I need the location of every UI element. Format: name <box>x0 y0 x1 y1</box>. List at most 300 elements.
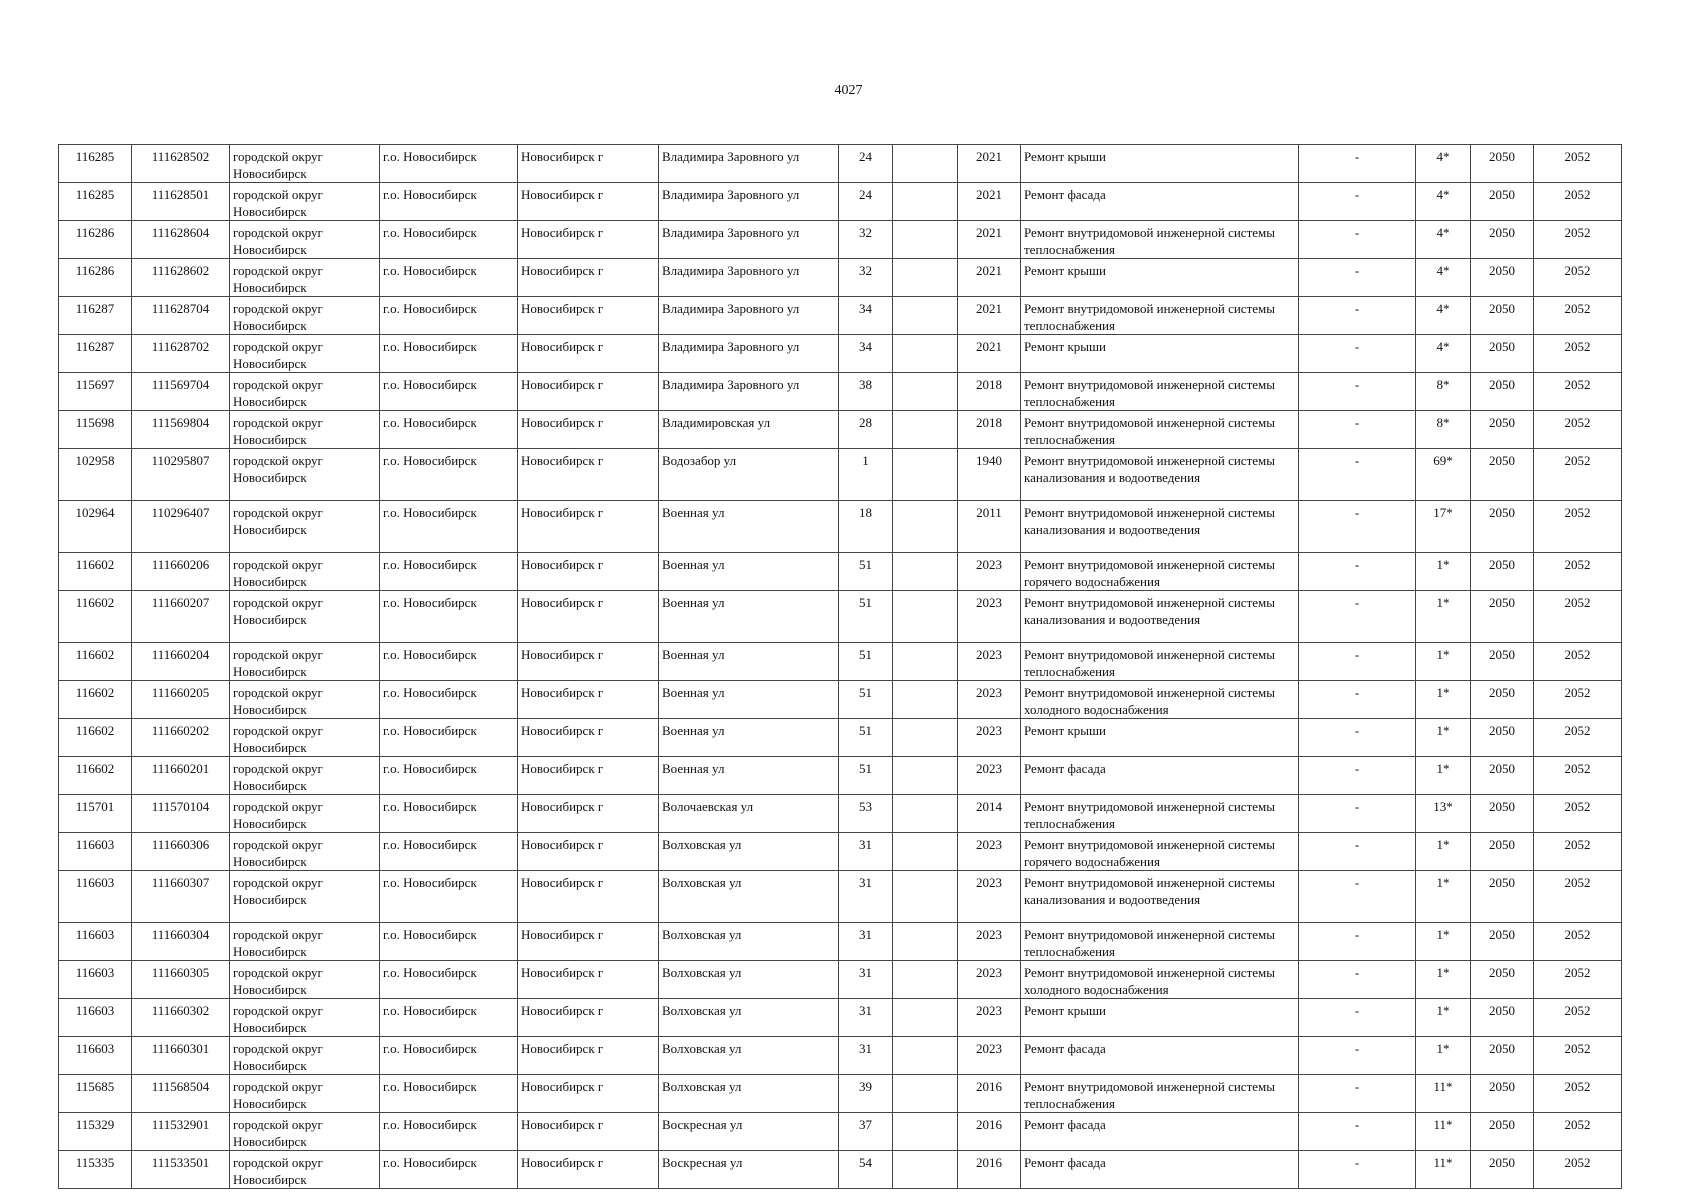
cell-municipality: городской округ Новосибирск <box>230 259 380 297</box>
cell-plan-end: 2052 <box>1534 1037 1622 1075</box>
cell-house-number: 24 <box>839 183 893 221</box>
table-row <box>59 449 1622 501</box>
cell-street: Волховская ул <box>659 871 839 923</box>
cell-apartments: 11* <box>1416 1151 1471 1189</box>
table-row <box>59 1113 1622 1151</box>
cell-street: Военная ул <box>659 553 839 591</box>
cell-plan-end: 2052 <box>1534 833 1622 871</box>
cell-apartments: 4* <box>1416 183 1471 221</box>
cell-apartments: 1* <box>1416 961 1471 999</box>
cell-settlement: Новосибирск г <box>518 999 659 1037</box>
cell-house-number: 51 <box>839 681 893 719</box>
cell-extra: - <box>1299 757 1416 795</box>
cell-plan-start: 2050 <box>1471 553 1534 591</box>
cell-building <box>893 1037 958 1075</box>
cell-plan-end: 2052 <box>1534 221 1622 259</box>
cell-plan-start: 2050 <box>1471 335 1534 373</box>
cell-apartments: 4* <box>1416 335 1471 373</box>
cell-building <box>893 1075 958 1113</box>
cell-street: Волховская ул <box>659 923 839 961</box>
cell-plan-end: 2052 <box>1534 449 1622 501</box>
cell-municipality: городской округ Новосибирск <box>230 297 380 335</box>
cell-house-number: 1 <box>839 449 893 501</box>
cell-building <box>893 591 958 643</box>
cell-plan-start: 2050 <box>1471 643 1534 681</box>
cell-plan-end: 2052 <box>1534 411 1622 449</box>
cell-plan-start: 2050 <box>1471 221 1534 259</box>
cell-plan-start: 2050 <box>1471 591 1534 643</box>
cell-extra: - <box>1299 681 1416 719</box>
cell-year-built: 2021 <box>958 297 1021 335</box>
cell-street: Владимировская ул <box>659 411 839 449</box>
cell-apartments: 8* <box>1416 373 1471 411</box>
cell-work-type: Ремонт крыши <box>1021 259 1299 297</box>
cell-building <box>893 183 958 221</box>
cell-house-number: 51 <box>839 719 893 757</box>
table-body <box>59 145 1622 1189</box>
cell-house-number: 54 <box>839 1151 893 1189</box>
cell-district: г.о. Новосибирск <box>380 999 518 1037</box>
cell-municipality: городской округ Новосибирск <box>230 1075 380 1113</box>
cell-work-id: 111660301 <box>132 1037 230 1075</box>
cell-year-built: 2023 <box>958 871 1021 923</box>
cell-plan-end: 2052 <box>1534 681 1622 719</box>
cell-plan-start: 2050 <box>1471 411 1534 449</box>
cell-plan-start: 2050 <box>1471 681 1534 719</box>
cell-plan-start: 2050 <box>1471 795 1534 833</box>
cell-work-id: 111628602 <box>132 259 230 297</box>
cell-work-type: Ремонт внутридомовой инженерной системы теплоснабжения <box>1021 411 1299 449</box>
cell-year-built: 2021 <box>958 145 1021 183</box>
cell-apartments: 1* <box>1416 871 1471 923</box>
cell-work-type: Ремонт фасада <box>1021 757 1299 795</box>
cell-street: Волочаевская ул <box>659 795 839 833</box>
cell-district: г.о. Новосибирск <box>380 501 518 553</box>
cell-plan-end: 2052 <box>1534 719 1622 757</box>
cell-year-built: 2014 <box>958 795 1021 833</box>
cell-building <box>893 145 958 183</box>
cell-object-id: 102958 <box>59 449 132 501</box>
cell-settlement: Новосибирск г <box>518 183 659 221</box>
cell-extra: - <box>1299 591 1416 643</box>
cell-building <box>893 501 958 553</box>
cell-year-built: 2023 <box>958 1037 1021 1075</box>
cell-plan-start: 2050 <box>1471 297 1534 335</box>
cell-plan-end: 2052 <box>1534 871 1622 923</box>
cell-work-id: 111628502 <box>132 145 230 183</box>
cell-district: г.о. Новосибирск <box>380 757 518 795</box>
cell-building <box>893 335 958 373</box>
cell-object-id: 116602 <box>59 757 132 795</box>
cell-building <box>893 553 958 591</box>
cell-work-type: Ремонт внутридомовой инженерной системы теплоснабжения <box>1021 1075 1299 1113</box>
cell-settlement: Новосибирск г <box>518 795 659 833</box>
cell-settlement: Новосибирск г <box>518 1037 659 1075</box>
cell-settlement: Новосибирск г <box>518 335 659 373</box>
cell-plan-end: 2052 <box>1534 1075 1622 1113</box>
cell-work-type: Ремонт крыши <box>1021 719 1299 757</box>
cell-plan-end: 2052 <box>1534 643 1622 681</box>
cell-extra: - <box>1299 1075 1416 1113</box>
cell-street: Волховская ул <box>659 1037 839 1075</box>
cell-street: Волховская ул <box>659 999 839 1037</box>
cell-work-id: 111660307 <box>132 871 230 923</box>
cell-street: Воскресная ул <box>659 1151 839 1189</box>
cell-municipality: городской округ Новосибирск <box>230 221 380 259</box>
cell-street: Владимира Заровного ул <box>659 335 839 373</box>
cell-street: Владимира Заровного ул <box>659 145 839 183</box>
cell-house-number: 18 <box>839 501 893 553</box>
cell-municipality: городской округ Новосибирск <box>230 501 380 553</box>
table-row <box>59 871 1622 923</box>
cell-work-type: Ремонт внутридомовой инженерной системы канализования и водоотведения <box>1021 449 1299 501</box>
cell-object-id: 116602 <box>59 643 132 681</box>
cell-street: Военная ул <box>659 501 839 553</box>
cell-street: Военная ул <box>659 757 839 795</box>
cell-plan-start: 2050 <box>1471 1151 1534 1189</box>
cell-building <box>893 411 958 449</box>
cell-extra: - <box>1299 145 1416 183</box>
cell-building <box>893 923 958 961</box>
cell-work-type: Ремонт фасада <box>1021 1113 1299 1151</box>
cell-object-id: 116285 <box>59 145 132 183</box>
cell-object-id: 116602 <box>59 591 132 643</box>
cell-extra: - <box>1299 297 1416 335</box>
cell-building <box>893 1113 958 1151</box>
cell-district: г.о. Новосибирск <box>380 221 518 259</box>
cell-plan-start: 2050 <box>1471 757 1534 795</box>
cell-work-type: Ремонт фасада <box>1021 1151 1299 1189</box>
cell-apartments: 4* <box>1416 145 1471 183</box>
cell-municipality: городской округ Новосибирск <box>230 1151 380 1189</box>
cell-work-id: 111533501 <box>132 1151 230 1189</box>
cell-settlement: Новосибирск г <box>518 833 659 871</box>
table-row <box>59 1151 1622 1189</box>
cell-plan-start: 2050 <box>1471 501 1534 553</box>
cell-settlement: Новосибирск г <box>518 871 659 923</box>
cell-extra: - <box>1299 501 1416 553</box>
cell-building <box>893 999 958 1037</box>
cell-house-number: 31 <box>839 871 893 923</box>
cell-work-id: 111568504 <box>132 1075 230 1113</box>
cell-district: г.о. Новосибирск <box>380 795 518 833</box>
cell-extra: - <box>1299 961 1416 999</box>
cell-plan-start: 2050 <box>1471 999 1534 1037</box>
cell-house-number: 24 <box>839 145 893 183</box>
cell-plan-start: 2050 <box>1471 833 1534 871</box>
cell-municipality: городской округ Новосибирск <box>230 1037 380 1075</box>
table-row <box>59 335 1622 373</box>
cell-work-type: Ремонт фасада <box>1021 183 1299 221</box>
cell-object-id: 116287 <box>59 297 132 335</box>
table-row <box>59 411 1622 449</box>
cell-plan-end: 2052 <box>1534 373 1622 411</box>
cell-street: Военная ул <box>659 681 839 719</box>
cell-object-id: 116603 <box>59 833 132 871</box>
cell-work-type: Ремонт внутридомовой инженерной системы холодного водоснабжения <box>1021 961 1299 999</box>
cell-work-id: 110295807 <box>132 449 230 501</box>
cell-street: Владимира Заровного ул <box>659 297 839 335</box>
table-row <box>59 591 1622 643</box>
cell-district: г.о. Новосибирск <box>380 719 518 757</box>
cell-district: г.о. Новосибирск <box>380 871 518 923</box>
cell-plan-end: 2052 <box>1534 1151 1622 1189</box>
cell-house-number: 32 <box>839 259 893 297</box>
cell-settlement: Новосибирск г <box>518 591 659 643</box>
cell-work-id: 110296407 <box>132 501 230 553</box>
cell-year-built: 2021 <box>958 259 1021 297</box>
cell-extra: - <box>1299 335 1416 373</box>
cell-house-number: 31 <box>839 833 893 871</box>
cell-plan-start: 2050 <box>1471 373 1534 411</box>
cell-work-type: Ремонт внутридомовой инженерной системы горячего водоснабжения <box>1021 553 1299 591</box>
cell-building <box>893 221 958 259</box>
cell-work-id: 111660206 <box>132 553 230 591</box>
cell-extra: - <box>1299 923 1416 961</box>
cell-municipality: городской округ Новосибирск <box>230 999 380 1037</box>
cell-house-number: 28 <box>839 411 893 449</box>
cell-municipality: городской округ Новосибирск <box>230 961 380 999</box>
cell-object-id: 116603 <box>59 999 132 1037</box>
cell-plan-start: 2050 <box>1471 923 1534 961</box>
cell-street: Волховская ул <box>659 833 839 871</box>
cell-work-type: Ремонт внутридомовой инженерной системы теплоснабжения <box>1021 643 1299 681</box>
cell-object-id: 116602 <box>59 681 132 719</box>
cell-municipality: городской округ Новосибирск <box>230 757 380 795</box>
cell-house-number: 53 <box>839 795 893 833</box>
cell-settlement: Новосибирск г <box>518 373 659 411</box>
cell-house-number: 31 <box>839 1037 893 1075</box>
cell-apartments: 1* <box>1416 833 1471 871</box>
cell-house-number: 31 <box>839 961 893 999</box>
cell-plan-end: 2052 <box>1534 297 1622 335</box>
cell-year-built: 2021 <box>958 183 1021 221</box>
cell-apartments: 13* <box>1416 795 1471 833</box>
cell-municipality: городской округ Новосибирск <box>230 553 380 591</box>
cell-apartments: 11* <box>1416 1113 1471 1151</box>
cell-work-type: Ремонт внутридомовой инженерной системы канализования и водоотведения <box>1021 501 1299 553</box>
cell-district: г.о. Новосибирск <box>380 259 518 297</box>
cell-municipality: городской округ Новосибирск <box>230 335 380 373</box>
cell-extra: - <box>1299 183 1416 221</box>
cell-street: Водозабор ул <box>659 449 839 501</box>
cell-building <box>893 757 958 795</box>
cell-plan-start: 2050 <box>1471 1075 1534 1113</box>
cell-street: Волховская ул <box>659 961 839 999</box>
cell-work-type: Ремонт фасада <box>1021 1037 1299 1075</box>
cell-plan-end: 2052 <box>1534 145 1622 183</box>
cell-apartments: 1* <box>1416 757 1471 795</box>
cell-object-id: 115335 <box>59 1151 132 1189</box>
cell-apartments: 4* <box>1416 297 1471 335</box>
cell-plan-start: 2050 <box>1471 961 1534 999</box>
cell-municipality: городской округ Новосибирск <box>230 719 380 757</box>
cell-object-id: 116286 <box>59 259 132 297</box>
cell-settlement: Новосибирск г <box>518 221 659 259</box>
cell-plan-end: 2052 <box>1534 259 1622 297</box>
cell-settlement: Новосибирск г <box>518 501 659 553</box>
cell-building <box>893 373 958 411</box>
table-row <box>59 757 1622 795</box>
cell-object-id: 102964 <box>59 501 132 553</box>
cell-settlement: Новосибирск г <box>518 411 659 449</box>
cell-district: г.о. Новосибирск <box>380 643 518 681</box>
cell-municipality: городской округ Новосибирск <box>230 923 380 961</box>
cell-extra: - <box>1299 553 1416 591</box>
cell-apartments: 1* <box>1416 719 1471 757</box>
cell-building <box>893 643 958 681</box>
cell-district: г.о. Новосибирск <box>380 449 518 501</box>
cell-work-id: 111570104 <box>132 795 230 833</box>
cell-extra: - <box>1299 1113 1416 1151</box>
cell-plan-start: 2050 <box>1471 1037 1534 1075</box>
cell-extra: - <box>1299 833 1416 871</box>
cell-street: Военная ул <box>659 643 839 681</box>
table-row <box>59 999 1622 1037</box>
cell-apartments: 1* <box>1416 591 1471 643</box>
cell-district: г.о. Новосибирск <box>380 1151 518 1189</box>
cell-work-type: Ремонт крыши <box>1021 999 1299 1037</box>
cell-work-type: Ремонт крыши <box>1021 145 1299 183</box>
cell-work-id: 111660302 <box>132 999 230 1037</box>
cell-plan-start: 2050 <box>1471 259 1534 297</box>
cell-building <box>893 795 958 833</box>
cell-work-id: 111628702 <box>132 335 230 373</box>
cell-year-built: 2018 <box>958 373 1021 411</box>
cell-object-id: 116602 <box>59 719 132 757</box>
cell-apartments: 4* <box>1416 221 1471 259</box>
cell-work-type: Ремонт внутридомовой инженерной системы теплоснабжения <box>1021 373 1299 411</box>
cell-plan-end: 2052 <box>1534 757 1622 795</box>
cell-object-id: 116603 <box>59 961 132 999</box>
cell-district: г.о. Новосибирск <box>380 553 518 591</box>
cell-work-id: 111660204 <box>132 643 230 681</box>
cell-year-built: 2021 <box>958 335 1021 373</box>
cell-building <box>893 961 958 999</box>
table-row <box>59 961 1622 999</box>
cell-year-built: 2023 <box>958 591 1021 643</box>
cell-district: г.о. Новосибирск <box>380 923 518 961</box>
cell-plan-start: 2050 <box>1471 1113 1534 1151</box>
cell-settlement: Новосибирск г <box>518 1151 659 1189</box>
cell-extra: - <box>1299 411 1416 449</box>
cell-work-id: 111628501 <box>132 183 230 221</box>
cell-extra: - <box>1299 259 1416 297</box>
cell-district: г.о. Новосибирск <box>380 183 518 221</box>
cell-year-built: 1940 <box>958 449 1021 501</box>
cell-work-type: Ремонт внутридомовой инженерной системы горячего водоснабжения <box>1021 833 1299 871</box>
cell-year-built: 2023 <box>958 961 1021 999</box>
cell-municipality: городской округ Новосибирск <box>230 145 380 183</box>
cell-year-built: 2023 <box>958 999 1021 1037</box>
cell-apartments: 11* <box>1416 1075 1471 1113</box>
cell-object-id: 116602 <box>59 553 132 591</box>
cell-municipality: городской округ Новосибирск <box>230 373 380 411</box>
cell-plan-end: 2052 <box>1534 335 1622 373</box>
cell-street: Владимира Заровного ул <box>659 183 839 221</box>
cell-object-id: 115697 <box>59 373 132 411</box>
cell-street: Военная ул <box>659 591 839 643</box>
cell-street: Владимира Заровного ул <box>659 259 839 297</box>
cell-object-id: 115329 <box>59 1113 132 1151</box>
cell-year-built: 2021 <box>958 221 1021 259</box>
table-row <box>59 643 1622 681</box>
cell-settlement: Новосибирск г <box>518 961 659 999</box>
cell-settlement: Новосибирск г <box>518 1075 659 1113</box>
cell-municipality: городской округ Новосибирск <box>230 1113 380 1151</box>
cell-house-number: 32 <box>839 221 893 259</box>
cell-apartments: 1* <box>1416 1037 1471 1075</box>
table-row <box>59 221 1622 259</box>
cell-plan-end: 2052 <box>1534 999 1622 1037</box>
cell-house-number: 34 <box>839 335 893 373</box>
cell-building <box>893 449 958 501</box>
table-row <box>59 373 1622 411</box>
cell-work-id: 111660304 <box>132 923 230 961</box>
cell-apartments: 1* <box>1416 681 1471 719</box>
cell-work-id: 111628704 <box>132 297 230 335</box>
cell-work-type: Ремонт внутридомовой инженерной системы канализования и водоотведения <box>1021 591 1299 643</box>
cell-district: г.о. Новосибирск <box>380 411 518 449</box>
cell-extra: - <box>1299 795 1416 833</box>
cell-work-id: 111660306 <box>132 833 230 871</box>
cell-work-type: Ремонт крыши <box>1021 335 1299 373</box>
cell-extra: - <box>1299 1151 1416 1189</box>
cell-apartments: 4* <box>1416 259 1471 297</box>
table-row <box>59 681 1622 719</box>
cell-building <box>893 1151 958 1189</box>
cell-work-id: 111660305 <box>132 961 230 999</box>
cell-district: г.о. Новосибирск <box>380 1113 518 1151</box>
cell-house-number: 39 <box>839 1075 893 1113</box>
cell-district: г.о. Новосибирск <box>380 1075 518 1113</box>
table-row <box>59 923 1622 961</box>
cell-year-built: 2018 <box>958 411 1021 449</box>
cell-work-type: Ремонт внутридомовой инженерной системы канализования и водоотведения <box>1021 871 1299 923</box>
cell-work-id: 111660201 <box>132 757 230 795</box>
cell-settlement: Новосибирск г <box>518 553 659 591</box>
cell-municipality: городской округ Новосибирск <box>230 449 380 501</box>
cell-work-id: 111660205 <box>132 681 230 719</box>
cell-object-id: 116603 <box>59 923 132 961</box>
cell-municipality: городской округ Новосибирск <box>230 795 380 833</box>
cell-plan-start: 2050 <box>1471 145 1534 183</box>
cell-extra: - <box>1299 643 1416 681</box>
cell-object-id: 116286 <box>59 221 132 259</box>
cell-municipality: городской округ Новосибирск <box>230 643 380 681</box>
cell-district: г.о. Новосибирск <box>380 335 518 373</box>
cell-building <box>893 259 958 297</box>
cell-municipality: городской округ Новосибирск <box>230 591 380 643</box>
table-row <box>59 795 1622 833</box>
cell-apartments: 1* <box>1416 923 1471 961</box>
cell-plan-end: 2052 <box>1534 501 1622 553</box>
cell-house-number: 31 <box>839 999 893 1037</box>
table-row <box>59 1037 1622 1075</box>
cell-district: г.о. Новосибирск <box>380 297 518 335</box>
table-row <box>59 719 1622 757</box>
cell-building <box>893 681 958 719</box>
cell-apartments: 8* <box>1416 411 1471 449</box>
cell-street: Воскресная ул <box>659 1113 839 1151</box>
cell-building <box>893 297 958 335</box>
cell-plan-end: 2052 <box>1534 1113 1622 1151</box>
cell-district: г.о. Новосибирск <box>380 681 518 719</box>
cell-municipality: городской округ Новосибирск <box>230 681 380 719</box>
cell-house-number: 37 <box>839 1113 893 1151</box>
cell-year-built: 2011 <box>958 501 1021 553</box>
cell-work-id: 111569804 <box>132 411 230 449</box>
